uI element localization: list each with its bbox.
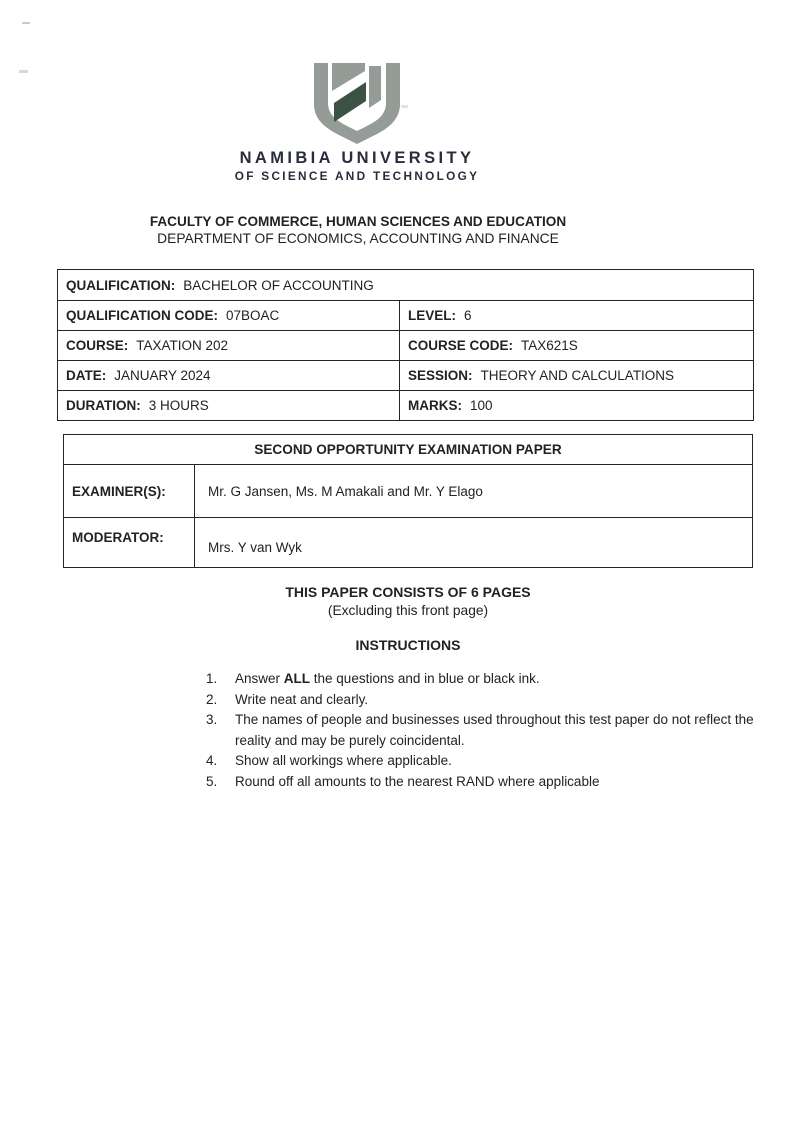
moderator-value: Mrs. Y van Wyk bbox=[194, 518, 752, 567]
table-row-date bbox=[58, 360, 753, 390]
level-label: LEVEL: bbox=[408, 308, 457, 323]
nust-logo-icon bbox=[304, 56, 410, 148]
instruction-number: 4. bbox=[206, 753, 218, 769]
instruction-text: Round off all amounts to the nearest RAND where applicable bbox=[235, 773, 600, 789]
pages-excluding-line: (Excluding this front page) bbox=[327, 602, 489, 618]
table-row-examiners bbox=[64, 464, 752, 517]
session-value: THEORY AND CALCULATIONS bbox=[480, 368, 675, 383]
duration-label: DURATION: bbox=[66, 398, 141, 413]
scan-artifact bbox=[19, 70, 28, 73]
examiners-label: EXAMINER(S): bbox=[72, 483, 166, 499]
course-code-label: COURSE CODE: bbox=[408, 338, 514, 353]
table-row-course bbox=[58, 330, 753, 360]
marks-label: MARKS: bbox=[408, 398, 462, 413]
instruction-text: Show all workings where applicable. bbox=[235, 753, 452, 769]
qualification-code-value: 07BOAC bbox=[226, 308, 280, 323]
marks-value: 100 bbox=[470, 398, 493, 413]
exam-paper-table bbox=[63, 434, 753, 568]
course-code-value: TAX621S bbox=[521, 338, 578, 353]
examiners-value: Mr. G Jansen, Ms. M Amakali and Mr. Y Elago bbox=[194, 465, 752, 517]
moderator-label: MODERATOR: bbox=[72, 530, 164, 545]
instructions-title: INSTRUCTIONS bbox=[355, 637, 461, 653]
course-label: COURSE: bbox=[66, 338, 129, 353]
level-value: 6 bbox=[464, 308, 472, 323]
qualification-code-label: QUALIFICATION CODE: bbox=[66, 308, 218, 323]
university-wordmark bbox=[157, 149, 557, 184]
instruction-item-1 bbox=[206, 669, 768, 690]
pages-note bbox=[108, 584, 708, 619]
session-label: SESSION: bbox=[408, 368, 473, 383]
instruction-item-2 bbox=[206, 690, 768, 711]
faculty-name: FACULTY OF COMMERCE, HUMAN SCIENCES AND EDUCATION bbox=[149, 214, 567, 229]
trademark-sm: SM bbox=[401, 104, 408, 109]
university-name: NAMIBIA UNIVERSITY bbox=[239, 149, 475, 167]
date-label: DATE: bbox=[66, 368, 107, 383]
instruction-number: 2. bbox=[206, 691, 218, 707]
table-row-duration bbox=[58, 390, 753, 420]
instruction-item-3 bbox=[206, 710, 768, 751]
instruction-item-5 bbox=[206, 772, 768, 793]
pages-count-line: THIS PAPER CONSISTS OF 6 PAGES bbox=[285, 584, 531, 600]
course-value: TAXATION 202 bbox=[136, 338, 229, 353]
scan-artifact bbox=[22, 22, 30, 24]
instruction-item-4 bbox=[206, 751, 768, 772]
instruction-number: 3. bbox=[206, 712, 218, 728]
instruction-text: The names of people and businesses used throughout this test paper do not reflect the reality and may be purely coincidental. bbox=[235, 712, 754, 748]
duration-value: 3 HOURS bbox=[148, 398, 209, 413]
exam-paper-title: SECOND OPPORTUNITY EXAMINATION PAPER bbox=[254, 442, 562, 457]
department-name: DEPARTMENT OF ECONOMICS, ACCOUNTING AND FINANCE bbox=[157, 230, 559, 246]
instruction-text: Write neat and clearly. bbox=[235, 691, 369, 707]
instruction-text: Answer ALL the questions and in blue or black ink. bbox=[235, 671, 540, 686]
instructions-list bbox=[206, 669, 768, 793]
qualification-value: BACHELOR OF ACCOUNTING bbox=[183, 277, 374, 293]
faculty-header bbox=[57, 214, 659, 247]
logo-right-strip bbox=[369, 66, 381, 108]
instruction-number: 1. bbox=[206, 671, 218, 686]
date-value: JANUARY 2024 bbox=[114, 368, 211, 383]
university-tagline: OF SCIENCE AND TECHNOLOGY bbox=[234, 169, 480, 183]
instruction-number: 5. bbox=[206, 773, 218, 789]
table-row-qualification-code bbox=[58, 300, 753, 330]
qualification-label: QUALIFICATION: bbox=[66, 277, 176, 293]
table-row-qualification bbox=[58, 270, 753, 300]
logo-green-band bbox=[334, 82, 366, 122]
course-info-table bbox=[57, 269, 754, 421]
table-row-moderator bbox=[64, 517, 752, 567]
